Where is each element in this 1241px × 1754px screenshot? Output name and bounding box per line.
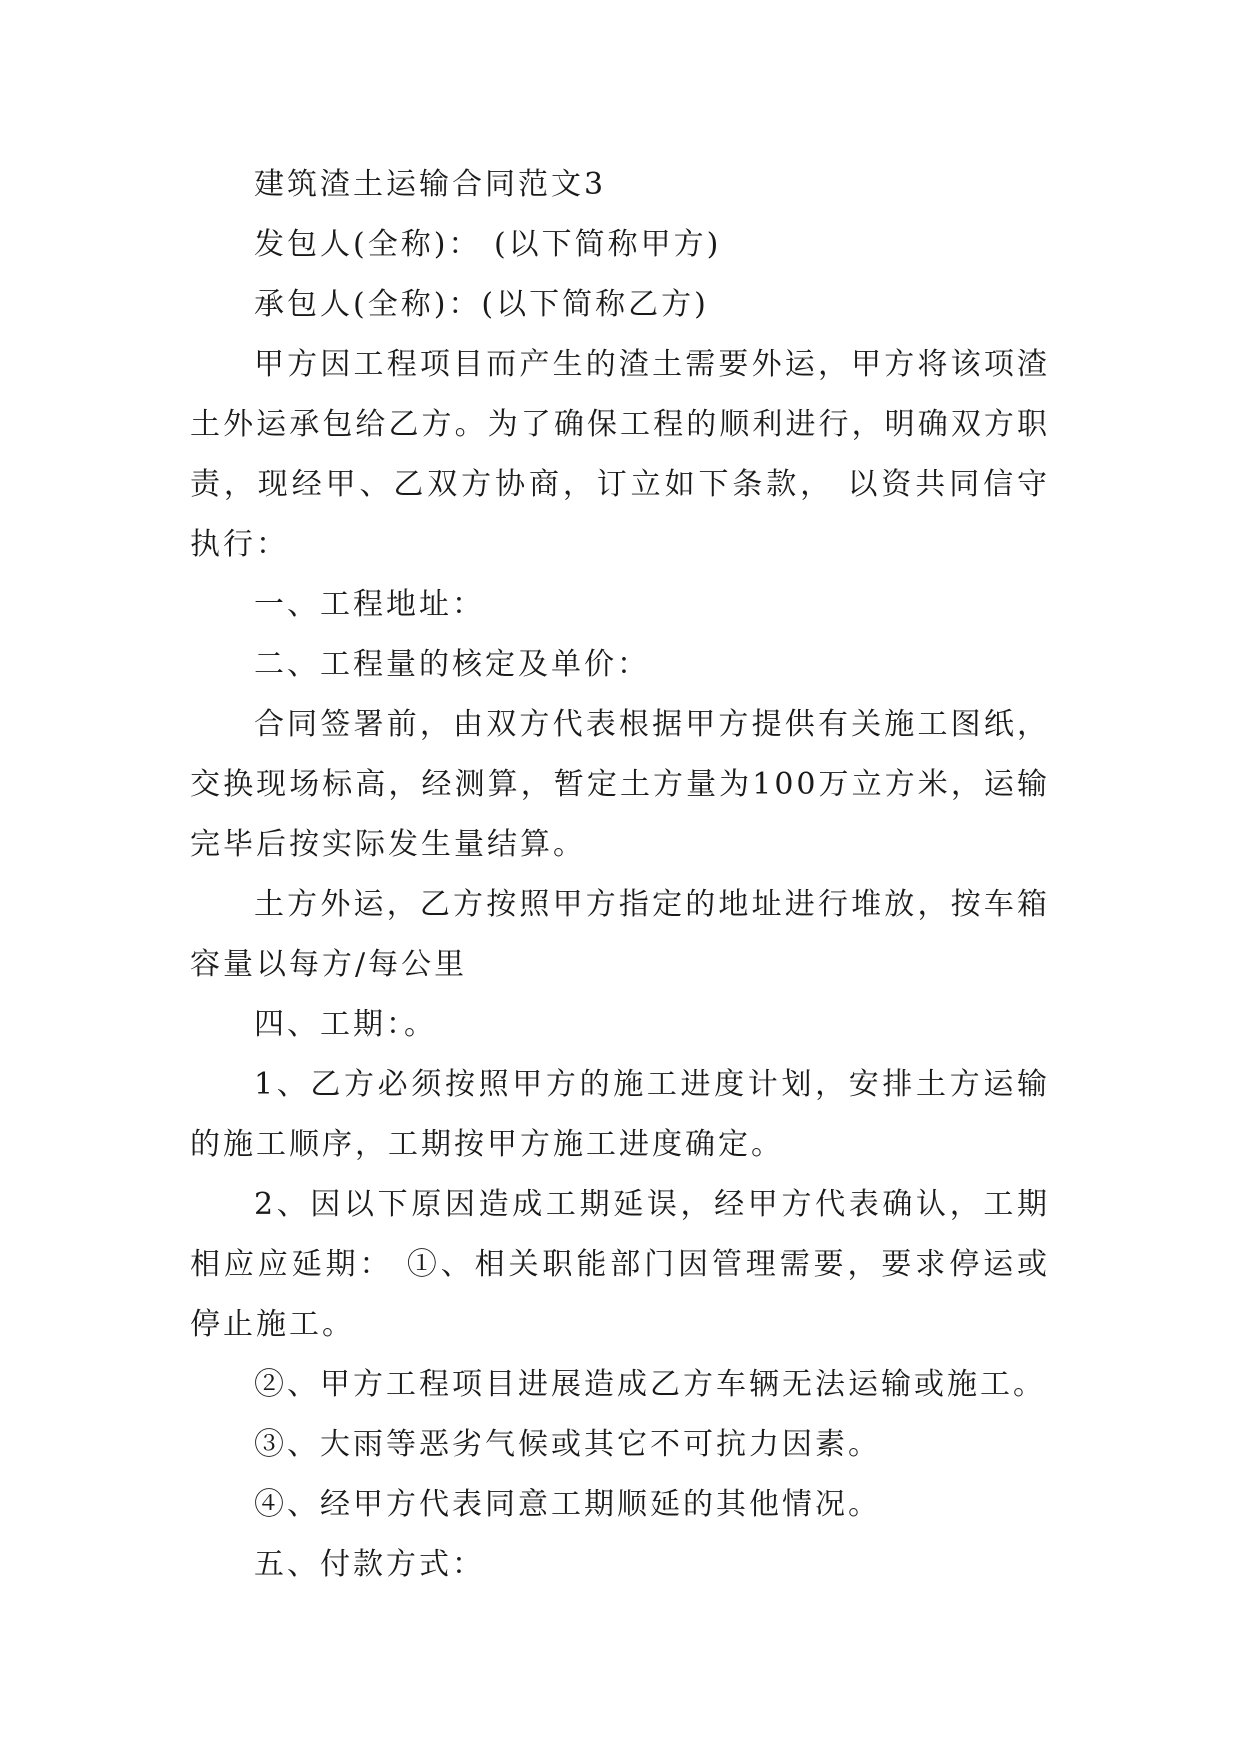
document-title: 建筑渣土运输合同范文3 (254, 167, 607, 202)
employer-line: 发包人(全称)： (以下简称甲方) (254, 227, 722, 262)
schedule-item-1: 1、乙方必须按照甲方的施工进度计划，安排土方运输的施工顺序，工期按甲方施工进度确定。 (190, 1067, 1050, 1162)
document-body (190, 155, 1050, 1595)
intro-paragraph: 甲方因工程项目而产生的渣土需要外运，甲方将该项渣土外运承包给乙方。为了确保工程的顺利进行，明确双方职责，现经甲、乙双方协商，订立如下条款， 以资共同信守执行： (190, 347, 1050, 562)
delay-reason-2: ②、甲方工程项目进展造成乙方车辆无法运输或施工。 (254, 1367, 1046, 1402)
delay-reason-4: ④、经甲方代表同意工期顺延的其他情况。 (254, 1487, 881, 1522)
section-heading-address: 一、工程地址： (254, 587, 485, 622)
quantity-paragraph: 合同签署前，由双方代表根据甲方提供有关施工图纸，交换现场标高，经测算，暂定土方量为100万立方米，运输完毕后按实际发生量结算。 (190, 707, 1050, 862)
transport-paragraph: 土方外运，乙方按照甲方指定的地址进行堆放，按车箱容量以每方/每公里 (190, 887, 1050, 982)
schedule-item-2: 2、因以下原因造成工期延误，经甲方代表确认，工期相应应延期： ①、相关职能部门因管理需要，要求停运或停止施工。 (190, 1187, 1050, 1342)
delay-reason-3: ③、大雨等恶劣气候或其它不可抗力因素。 (254, 1427, 881, 1462)
section-heading-quantity: 二、工程量的核定及单价： (254, 647, 650, 682)
contractor-line: 承包人(全称)：(以下简称乙方) (254, 287, 709, 322)
section-heading-payment: 五、付款方式： (254, 1547, 485, 1582)
section-heading-schedule: 四、工期：。 (254, 1007, 437, 1042)
